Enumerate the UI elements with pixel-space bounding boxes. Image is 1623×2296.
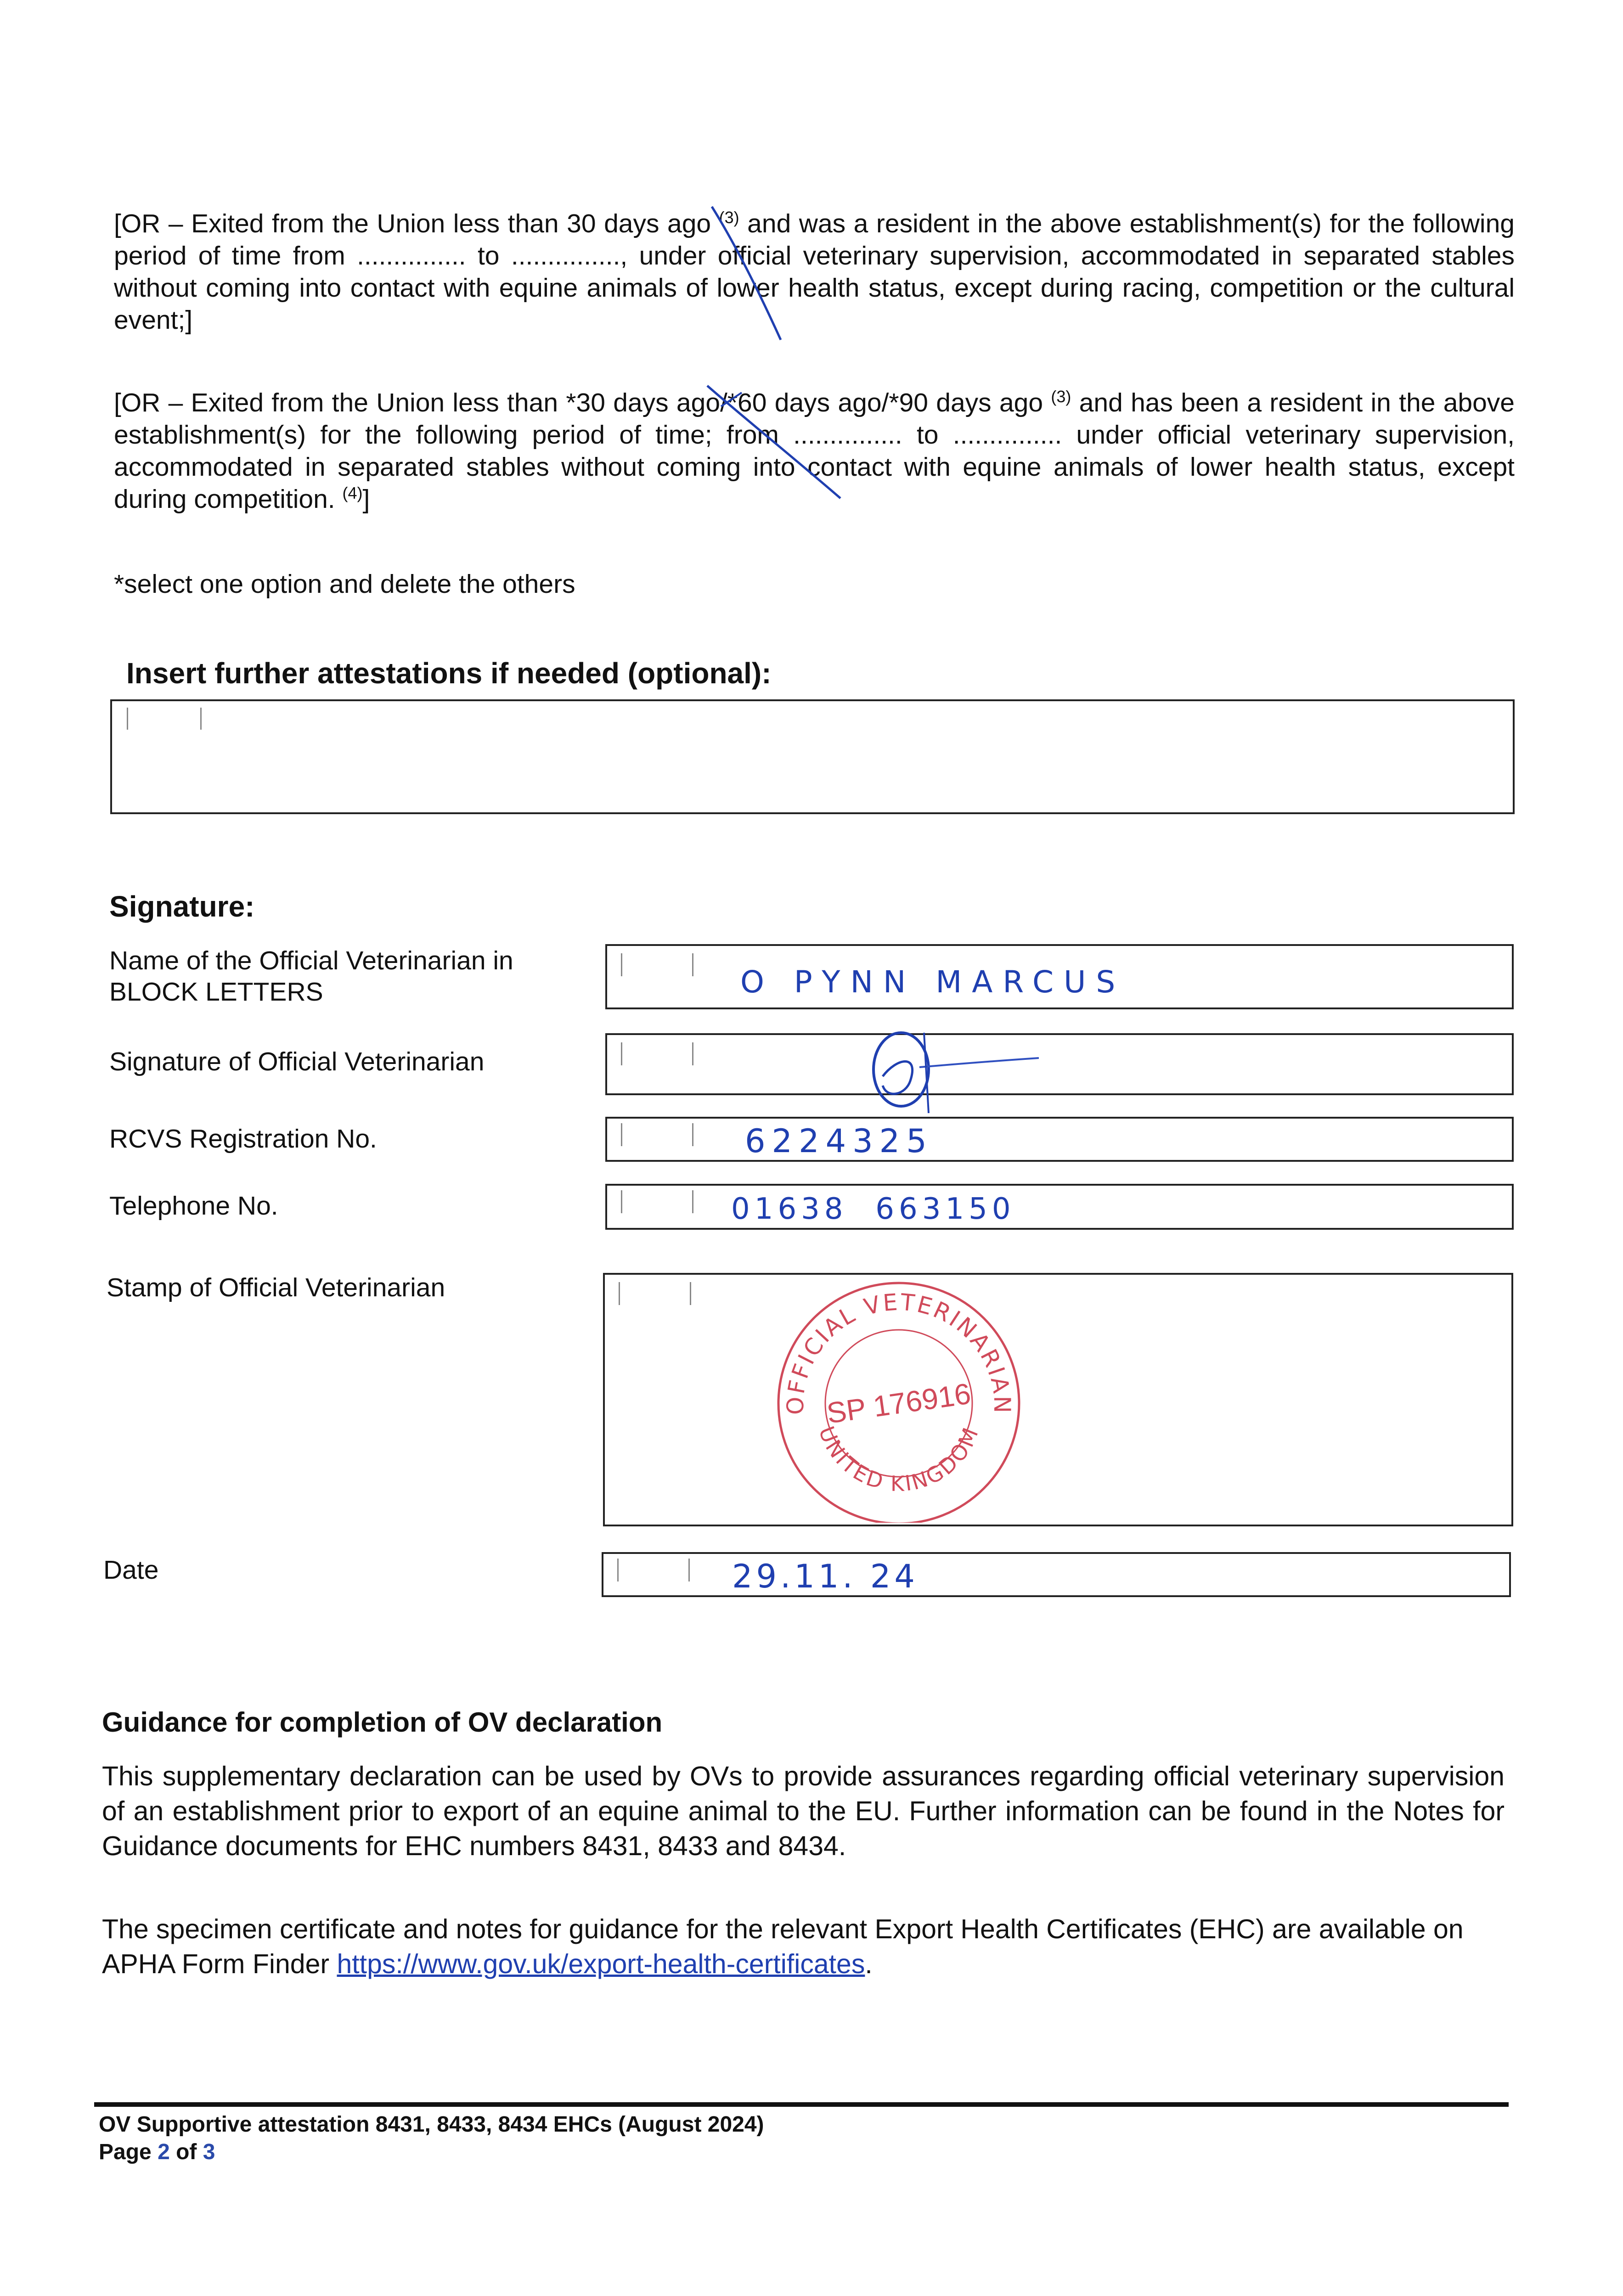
guidance-paragraph-1: This supplementary declaration can be used by OVs to provide assurances regarding official veterinary supervision of an establishment prior to export of an equine animal to the EU. Further information can be found in the Notes for Guidance documents for EHC numbers 8431, 8433 and 8434. — [102, 1761, 1505, 1861]
rcvs-label: RCVS Registration No. — [109, 1124, 377, 1154]
telephone-label: Telephone No. — [109, 1191, 278, 1221]
footer-title: OV Supportive attestation 8431, 8433, 8434 EHCs (August 2024) — [99, 2112, 764, 2137]
strike-line-2 — [703, 381, 850, 505]
rcvs-value: 6224325 — [745, 1122, 933, 1160]
strike-line-1 — [707, 202, 790, 349]
signature-label: Signature of Official Veterinarian — [109, 1047, 485, 1076]
further-attestations-heading: Insert further attestations if needed (optional): — [126, 657, 772, 690]
date-value: 29.11. 24 — [732, 1558, 919, 1595]
guidance-heading: Guidance for completion of OV declaration — [102, 1707, 663, 1738]
name-value: O PYNN MARCUS — [740, 964, 1126, 1000]
date-label: Date — [103, 1555, 159, 1585]
guidance-paragraph-2: The specimen certificate and notes for guidance for the relevant Export Health Certificates (EHC) are available on APHA Form Finder https://www.gov.uk/export-health-certificates. — [102, 1914, 1464, 1979]
signature-field[interactable] — [605, 1033, 1514, 1095]
attestation-paragraph-2: [OR – Exited from the Union less than *30 days ago/*60 days ago/*90 days ago $^{(3)}$ and has been a resident in the above establishment(s) for the following period of time; from ............... to ............... under official veterinary supervision, accommodated in separated stables without coming into contact with equine animals of lower health status, except during competition. $^{(4)}$] — [114, 387, 1515, 514]
stamp-number: SP 176916 — [824, 1377, 973, 1430]
select-option-note: *select one option and delete the others — [114, 569, 575, 599]
telephone-field[interactable] — [605, 1184, 1514, 1230]
stamp-label: Stamp of Official Veterinarian — [107, 1273, 445, 1302]
date-field[interactable] — [602, 1552, 1511, 1597]
stamp-bottom-text: UNITED KINGDOM — [814, 1423, 984, 1496]
export-health-certificates-link[interactable]: https://www.gov.uk/export-health-certificates — [337, 1949, 865, 1979]
telephone-value: 01638 663150 — [731, 1192, 1015, 1226]
svg-text:UNITED KINGDOM — [814, 1423, 984, 1496]
stamp-top-text: OFFICIAL VETERINARIAN — [782, 1289, 1016, 1415]
rcvs-field[interactable] — [605, 1117, 1514, 1162]
further-attestations-box[interactable] — [110, 699, 1515, 814]
official-veterinarian-stamp — [770, 1279, 1027, 1523]
stamp-field[interactable] — [603, 1273, 1513, 1526]
signature-heading: Signature: — [109, 890, 255, 923]
name-field[interactable] — [605, 944, 1514, 1009]
handwritten-signature — [855, 1021, 1094, 1127]
name-label: Name of the Official Veterinarian in BLOCK LETTERS — [109, 946, 513, 1007]
footer-page-number: Page 2 of 3 — [99, 2140, 215, 2164]
footer-rule — [94, 2102, 1509, 2107]
attestation-paragraph-1: [OR – Exited from the Union less than 30 days ago $^{(3)}$ and was a resident in the above establishment(s) for the following period of time from ............... to ..............., under official veterinary supervision, accommodated in separated stables without coming into contact with equine animals of lower health status, except during racing, competition or the cultural event;] — [114, 208, 1515, 335]
